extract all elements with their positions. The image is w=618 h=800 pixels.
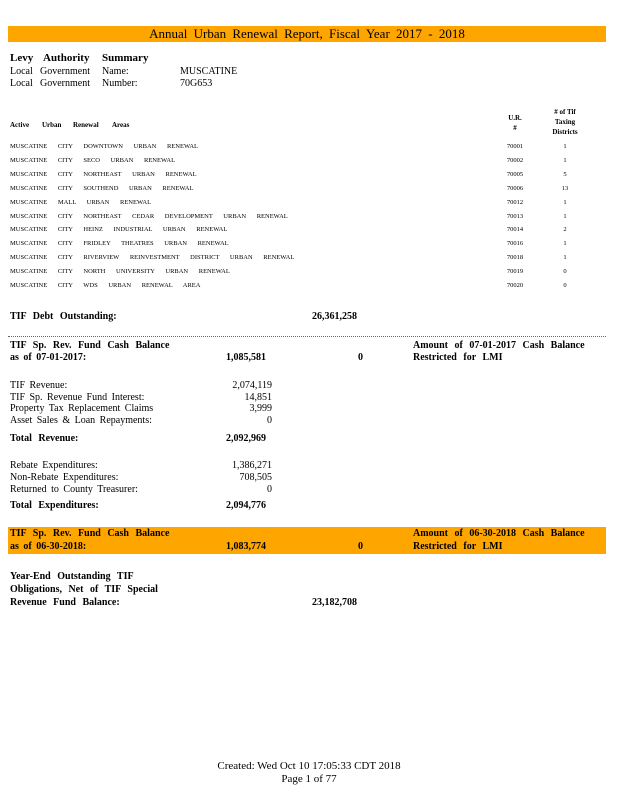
revenue-label: Asset Sales & Loan Repayments: [10,414,152,426]
table-row [0,268,618,281]
revenue-label: Property Tax Replacement Claims [10,403,154,415]
page-number: Page 1 of 77 [281,773,337,785]
col-areas: Areas [112,121,130,129]
balance-end-value: 1,083,774 [226,541,266,552]
ur-number: 70013 [506,212,524,220]
col-active: Active [10,121,30,129]
col-ur: U.R. [508,114,522,122]
expenditure-value: 1,386,271 [232,460,272,471]
ur-number: 70019 [506,268,524,276]
government-label: Government [40,78,90,89]
revenue-label: TIF Revenue: [10,380,68,391]
table-row [0,226,618,239]
revenue-value: 2,074,119 [232,380,272,391]
col-taxing: Taxing [554,118,576,126]
balance-start-amt2: Restricted for LMI [413,352,503,363]
tif-district-count: 13 [561,184,569,192]
area-name: MUSCATINE MALL URBAN RENEWAL [10,198,152,206]
balance-end-amt1: Amount of 06-30-2018 Cash Balance [413,528,585,539]
balance-end-label1: TIF Sp. Rev. Fund Cash Balance [10,528,170,539]
area-name: MUSCATINE CITY SOUTHEND URBAN RENEWAL [10,184,194,192]
balance-end-label2: as of 06-30-2018: [10,541,87,552]
tif-debt-value: 26,361,258 [312,311,357,322]
revenue-value: 3,999 [249,403,272,415]
ur-number: 70002 [506,156,524,164]
ur-number: 70006 [506,184,524,192]
ur-number: 70012 [506,198,524,206]
ur-number: 70005 [506,170,524,178]
table-row [0,185,618,198]
table-row [0,143,618,156]
tif-district-count: 1 [563,198,567,206]
area-name: MUSCATINE CITY SECO URBAN RENEWAL [10,156,176,164]
balance-start-value: 1,085,581 [226,352,266,363]
col-renewal: Renewal [73,121,99,129]
table-row [0,157,618,170]
ur-number: 70001 [506,143,524,150]
area-name: MUSCATINE CITY NORTH UNIVERSITY URBAN RENEWAL [10,268,230,276]
tif-district-count: 0 [563,268,567,276]
ur-number: 70018 [506,254,524,262]
balance-start-amt1: Amount of 07-01-2017 Cash Balance [413,340,585,351]
year-end-label1: Year-End Outstanding TIF [10,571,134,582]
total-revenue-label: Total Revenue: [10,433,79,444]
government-label: Government [40,66,90,77]
table-row [0,171,618,184]
table-row [0,282,618,295]
table-row [0,199,618,212]
revenue-value: 0 [267,414,272,426]
number-label: Number: [102,78,138,89]
expenditure-value: 0 [267,484,272,495]
tif-district-count: 1 [563,254,567,262]
report-title: Annual Urban Renewal Report, Fiscal Year 2017 - 2018 [8,26,606,42]
tif-district-count: 5 [563,170,567,178]
area-name: MUSCATINE CITY HEINZ INDUSTRIAL URBAN RENEWAL [10,226,228,234]
expenditure-label: Non-Rebate Expenditures: [10,472,119,483]
created-timestamp: Created: Wed Oct 10 17:05:33 CDT 2018 [217,760,401,772]
table-row [0,213,618,226]
area-name: MUSCATINE CITY FRIDLEY THEATRES URBAN RENEWAL [10,240,229,248]
balance-start-restricted: 0 [358,352,363,363]
revenue-label: TIF Sp. Revenue Fund Interest: [10,391,145,403]
summary-header: Summary [102,52,149,64]
gov-name-value: MUSCATINE [180,66,238,77]
balance-start-label2: as of 07-01-2017: [10,352,87,363]
table-row [0,254,618,267]
local-label: Local [10,78,33,89]
ur-number: 70014 [506,226,524,234]
expenditure-label: Returned to County Treasurer: [10,484,138,495]
area-name: MUSCATINE CITY NORTHEAST CEDAR DEVELOPMENT URBAN RENEWAL [10,212,288,220]
tif-district-count: 1 [563,212,567,220]
area-name: MUSCATINE CITY NORTHEAST URBAN RENEWAL [10,170,197,178]
tif-district-count: 2 [563,226,567,234]
tif-debt-label: TIF Debt Outstanding: [10,311,117,322]
revenue-value: 14,851 [244,391,272,403]
balance-start-label1: TIF Sp. Rev. Fund Cash Balance [10,340,170,351]
balance-end-amt2: Restricted for LMI [413,541,503,552]
expenditure-value: 708,505 [239,472,272,483]
tif-district-count: 1 [563,240,567,248]
year-end-value: 23,182,708 [312,597,357,608]
total-expenditures-label: Total Expenditures: [10,500,99,511]
col-tif-count: # of Tif [554,108,576,116]
ur-number: 70016 [506,240,524,248]
col-ur-hash: # [513,124,517,132]
expenditure-label: Rebate Expenditures: [10,460,98,471]
total-revenue-value: 2,092,969 [226,433,266,444]
tif-district-count: 0 [563,282,567,289]
balance-end-restricted: 0 [358,541,363,552]
year-end-label3: Revenue Fund Balance: [10,597,120,608]
col-districts: Districts [552,128,578,136]
divider [8,336,606,337]
area-name: MUSCATINE CITY DOWNTOWN URBAN RENEWAL [10,143,199,150]
ur-number: 70020 [506,282,524,289]
total-expenditures-value: 2,094,776 [226,500,266,511]
levy-header: Levy [10,52,34,64]
year-end-label2: Obligations, Net of TIF Special [10,584,158,595]
area-name: MUSCATINE CITY WDS URBAN RENEWAL AREA [10,282,201,289]
authority-header: Authority [43,52,90,64]
col-urban: Urban [42,121,62,129]
table-row [0,240,618,253]
tif-district-count: 1 [563,156,567,164]
gov-number-value: 70G653 [180,78,213,89]
area-name: MUSCATINE CITY RIVERVIEW REINVESTMENT DISTRICT URBAN RENEWAL [10,254,295,262]
local-label: Local [10,66,33,77]
name-label: Name: [102,66,129,77]
tif-district-count: 1 [563,143,567,150]
